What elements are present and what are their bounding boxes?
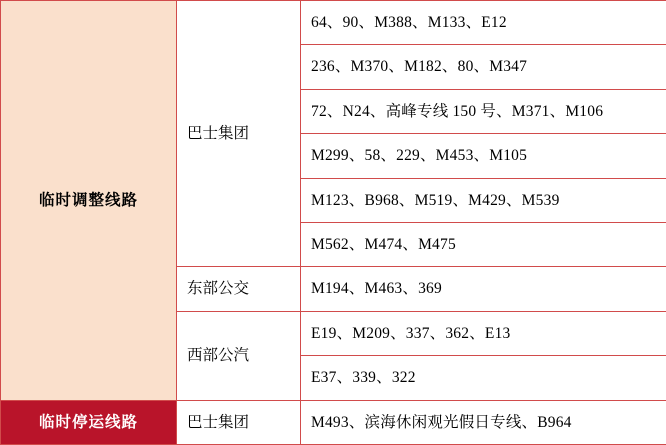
routes-cell: E19、M209、337、362、E13	[301, 311, 666, 355]
routes-cell: E37、339、322	[301, 356, 666, 400]
group-cell-east-bus: 东部公交	[177, 267, 301, 311]
group-cell-bus-group: 巴士集团	[177, 1, 301, 267]
routes-cell: M123、B968、M519、M429、M539	[301, 178, 666, 222]
table-body	[1, 1, 666, 445]
table-row	[1, 1, 666, 45]
routes-cell: 72、N24、高峰专线 150 号、M371、M106	[301, 89, 666, 133]
group-cell-bus-group-suspended: 巴士集团	[177, 400, 301, 444]
routes-cell: 64、90、M388、M133、E12	[301, 1, 666, 45]
routes-cell: M493、滨海休闲观光假日专线、B964	[301, 400, 666, 444]
category-cell-suspended: 临时停运线路	[1, 400, 177, 444]
category-cell-adjust: 临时调整线路	[1, 1, 177, 401]
group-cell-west-bus: 西部公汽	[177, 311, 301, 400]
routes-cell: M562、M474、M475	[301, 222, 666, 266]
routes-cell: M299、58、229、M453、M105	[301, 134, 666, 178]
routes-cell: 236、M370、M182、80、M347	[301, 45, 666, 89]
table-row	[1, 400, 666, 444]
routes-cell: M194、M463、369	[301, 267, 666, 311]
